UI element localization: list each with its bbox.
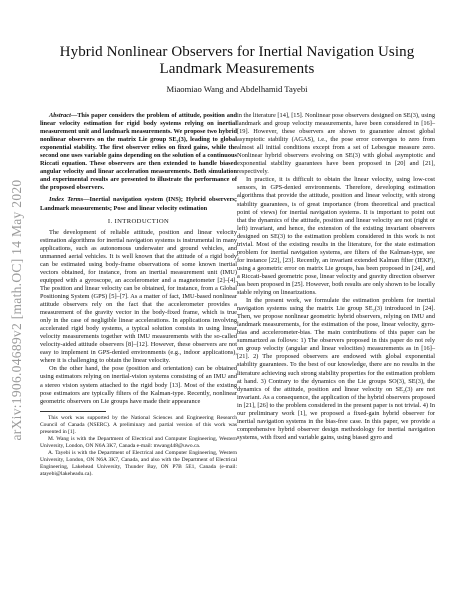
footnote-divider [40, 411, 106, 412]
index-terms-label: Index Terms [49, 196, 84, 204]
arxiv-watermark [6, 120, 28, 500]
abstract-text: —This paper considers the problem of attitude, position and linear velocity estimation for rigid body systems relying on inertial measurement unit and landmark measurements. We propose two hybrid nonlinear observers on the matrix Lie group SE₂(3), leading to global exponential stability. The first observer relies on fixed gains, while the second one uses variable gains depending on the solution of a continuous Riccati equation. These observers are then extended to handle biased angular velocity and linear acceleration measurements. Both simulation and experimental results are presented to illustrate the performance of the proposed observers. [40, 112, 237, 192]
paper-authors: Miaomiao Wang and Abdelhamid Tayebi [166, 84, 308, 94]
right-paragraph-2: In practice, it is difficult to obtain the linear velocity, using low-cost sensors, in GPS-denied environments. Therefore, developing estimation algorithms that provide the attitude, position and linear velocity, with strong stability guarantees, is of great importance (from theoretical and practical point of views) for inertial navigation systems. It is important to point out that the dynamics of the attitude, position and linear velocity are not (right or left) invariant, and hence, the extension of the existing invariant observers designed on SE(3) to the estimation problem considered in this work is not trivial. Most of the existing results in the literature, for the state estimation problem for inertial navigation systems, are filters of the Kalman-type, see for instance [22], [23]. Recently, an invariant extended Kalman filter (IEKF), using a geometric error on matrix Lie groups, has been proposed in [24], and a Riccati-based geometric pose, linear velocity and gravity direction observer has been proposed in [25]. However, both results are only shown to be locally stable relying on linearizations. [237, 176, 435, 297]
arxiv-identifier: arXiv:1906.04689v2 [math.OC] 14 May 2020 [9, 179, 24, 441]
intro-paragraph-1: The development of reliable attitude, position and linear velocity estimation algorithms for inertial navigation systems is instrumental in many applications, such as autonomous underwater and ground vehicles, and unmanned aerial vehicles. It is well known that the attitude of a rigid body can be estimated using body-frame observations of some known inertial vectors obtained, for instance, from an inertial measurement unit (IMU) equipped with a gyroscope, an accelerometer and a magnetometer [2]–[4]. The position and linear velocity can be obtained, for instance, from a Global Positioning System (GPS) [5]–[7]. As a matter of fact, IMU-based nonlinear attitude observers rely on the fact that the accelerometer provides a measurement of the gravity vector in the body-fixed frame, which is true only in the case of negligible linear accelerations. In applications involving accelerated rigid body systems, a typical solution consists in using linear velocity measurements together with IMU measurements with the so-called velocity-aided attitude observers [8]–[12]. However, these observers are not easy to implement in GPS-denied environments (e.g., indoor applications), where it is challenging to obtain the linear velocity. [40, 228, 237, 365]
left-column [40, 112, 237, 478]
intro-paragraph-2: On the other hand, the pose (position and orientation) can be obtained using estimators relying on inertial-vision systems consisting of an IMU and a stereo vision system attached to the rigid body [13]. Most of the existing pose estimators are typically filters of the Kalman-type. Recently, nonlinear geometric observers on Lie groups have made their appearance [40, 365, 237, 405]
index-terms-text: —Inertial navigation system (INS); Hybrid observers; Landmark measurements; Pose and linear velocity estimation [40, 196, 237, 212]
abstract-label: Abstract [49, 112, 71, 119]
paper-title [40, 44, 434, 78]
index-terms [40, 196, 237, 212]
paper-title-line-2: Landmark Measurements [159, 61, 315, 77]
paper-title-line-1: Hybrid Nonlinear Observers for Inertial Navigation Using [59, 44, 415, 60]
footnote-author-tayebi: A. Tayebi is with the Department of Electrical and Computer Engineering, Western University, London, ON N6A 3K7, Canada, and also with the Department of Electrical Engineering, Lakehead University, Thunder Bay, ON P7B 5E1, Canada (e-mail: atayebi@lakeheadu.ca). [40, 450, 237, 478]
right-paragraph-3: In the present work, we formulate the estimation problem for inertial navigation systems using the matrix Lie group SE₂(3) introduced in [24]. Then, we propose nonlinear geometric hybrid observers, relying on IMU and landmark measurements, for the estimation of the pose, linear velocity, gyro-bias and accelerometer-bias. The main contributions of this paper can be summarized as follows: 1) The observers proposed in this paper do not rely on group velocity (angular and linear velocities) measurements as in [16]–[21]. 2) The proposed observers are endowed with global exponential stability guarantees. To the best of our knowledge, there are no results in the literature achieving such strong stability properties for the estimation problem at hand. 3) Contrary to the dynamics on the Lie groups SO(3), SE(3), the dynamics of the attitude, position and linear velocity on SE₂(3) are not invariant. As a consequence, the application of the hybrid observers proposed in [21], [26] to the problem considered in the present paper is not trivial. 4) In our preliminary work [1], we proposed a fixed-gain hybrid observer for inertial navigation systems in the bias-free case. In this paper, we provide a comprehensive hybrid observer design methodology for inertial navigation systems, with fixed and variable gains, using biased gyro and [237, 297, 435, 441]
footnote-author-wang: M. Wang is with the Department of Electrical and Computer Engineering, Western University, London, ON N6A 3K7, Canada e-mail: mwang448@uwo.ca. [40, 435, 237, 450]
footnote-funding: This work was supported by the National Sciences and Engineering Research Council of Canada (NSERC). A preliminary and partial version of this work was presented in [1]. [40, 414, 237, 435]
section-heading-introduction: I. INTRODUCTION [107, 217, 170, 225]
right-paragraph-1: in the literature [14], [15]. Nonlinear pose observers designed on SE(3), using landmark and group velocity measurements, have been considered in [16]–[19]. However, these observers are shown to guarantee almost global asymptotic stability (AGAS), i.e., the pose error converges to zero from almost all initial conditions except from a set of Lebesgue measure zero. Nonlinear hybrid observers evolving on SE(3) with global asymptotic and exponential stability guarantees have been proposed in [20] and [21], respectively. [237, 112, 435, 176]
right-column [237, 112, 435, 442]
abstract [40, 112, 237, 192]
